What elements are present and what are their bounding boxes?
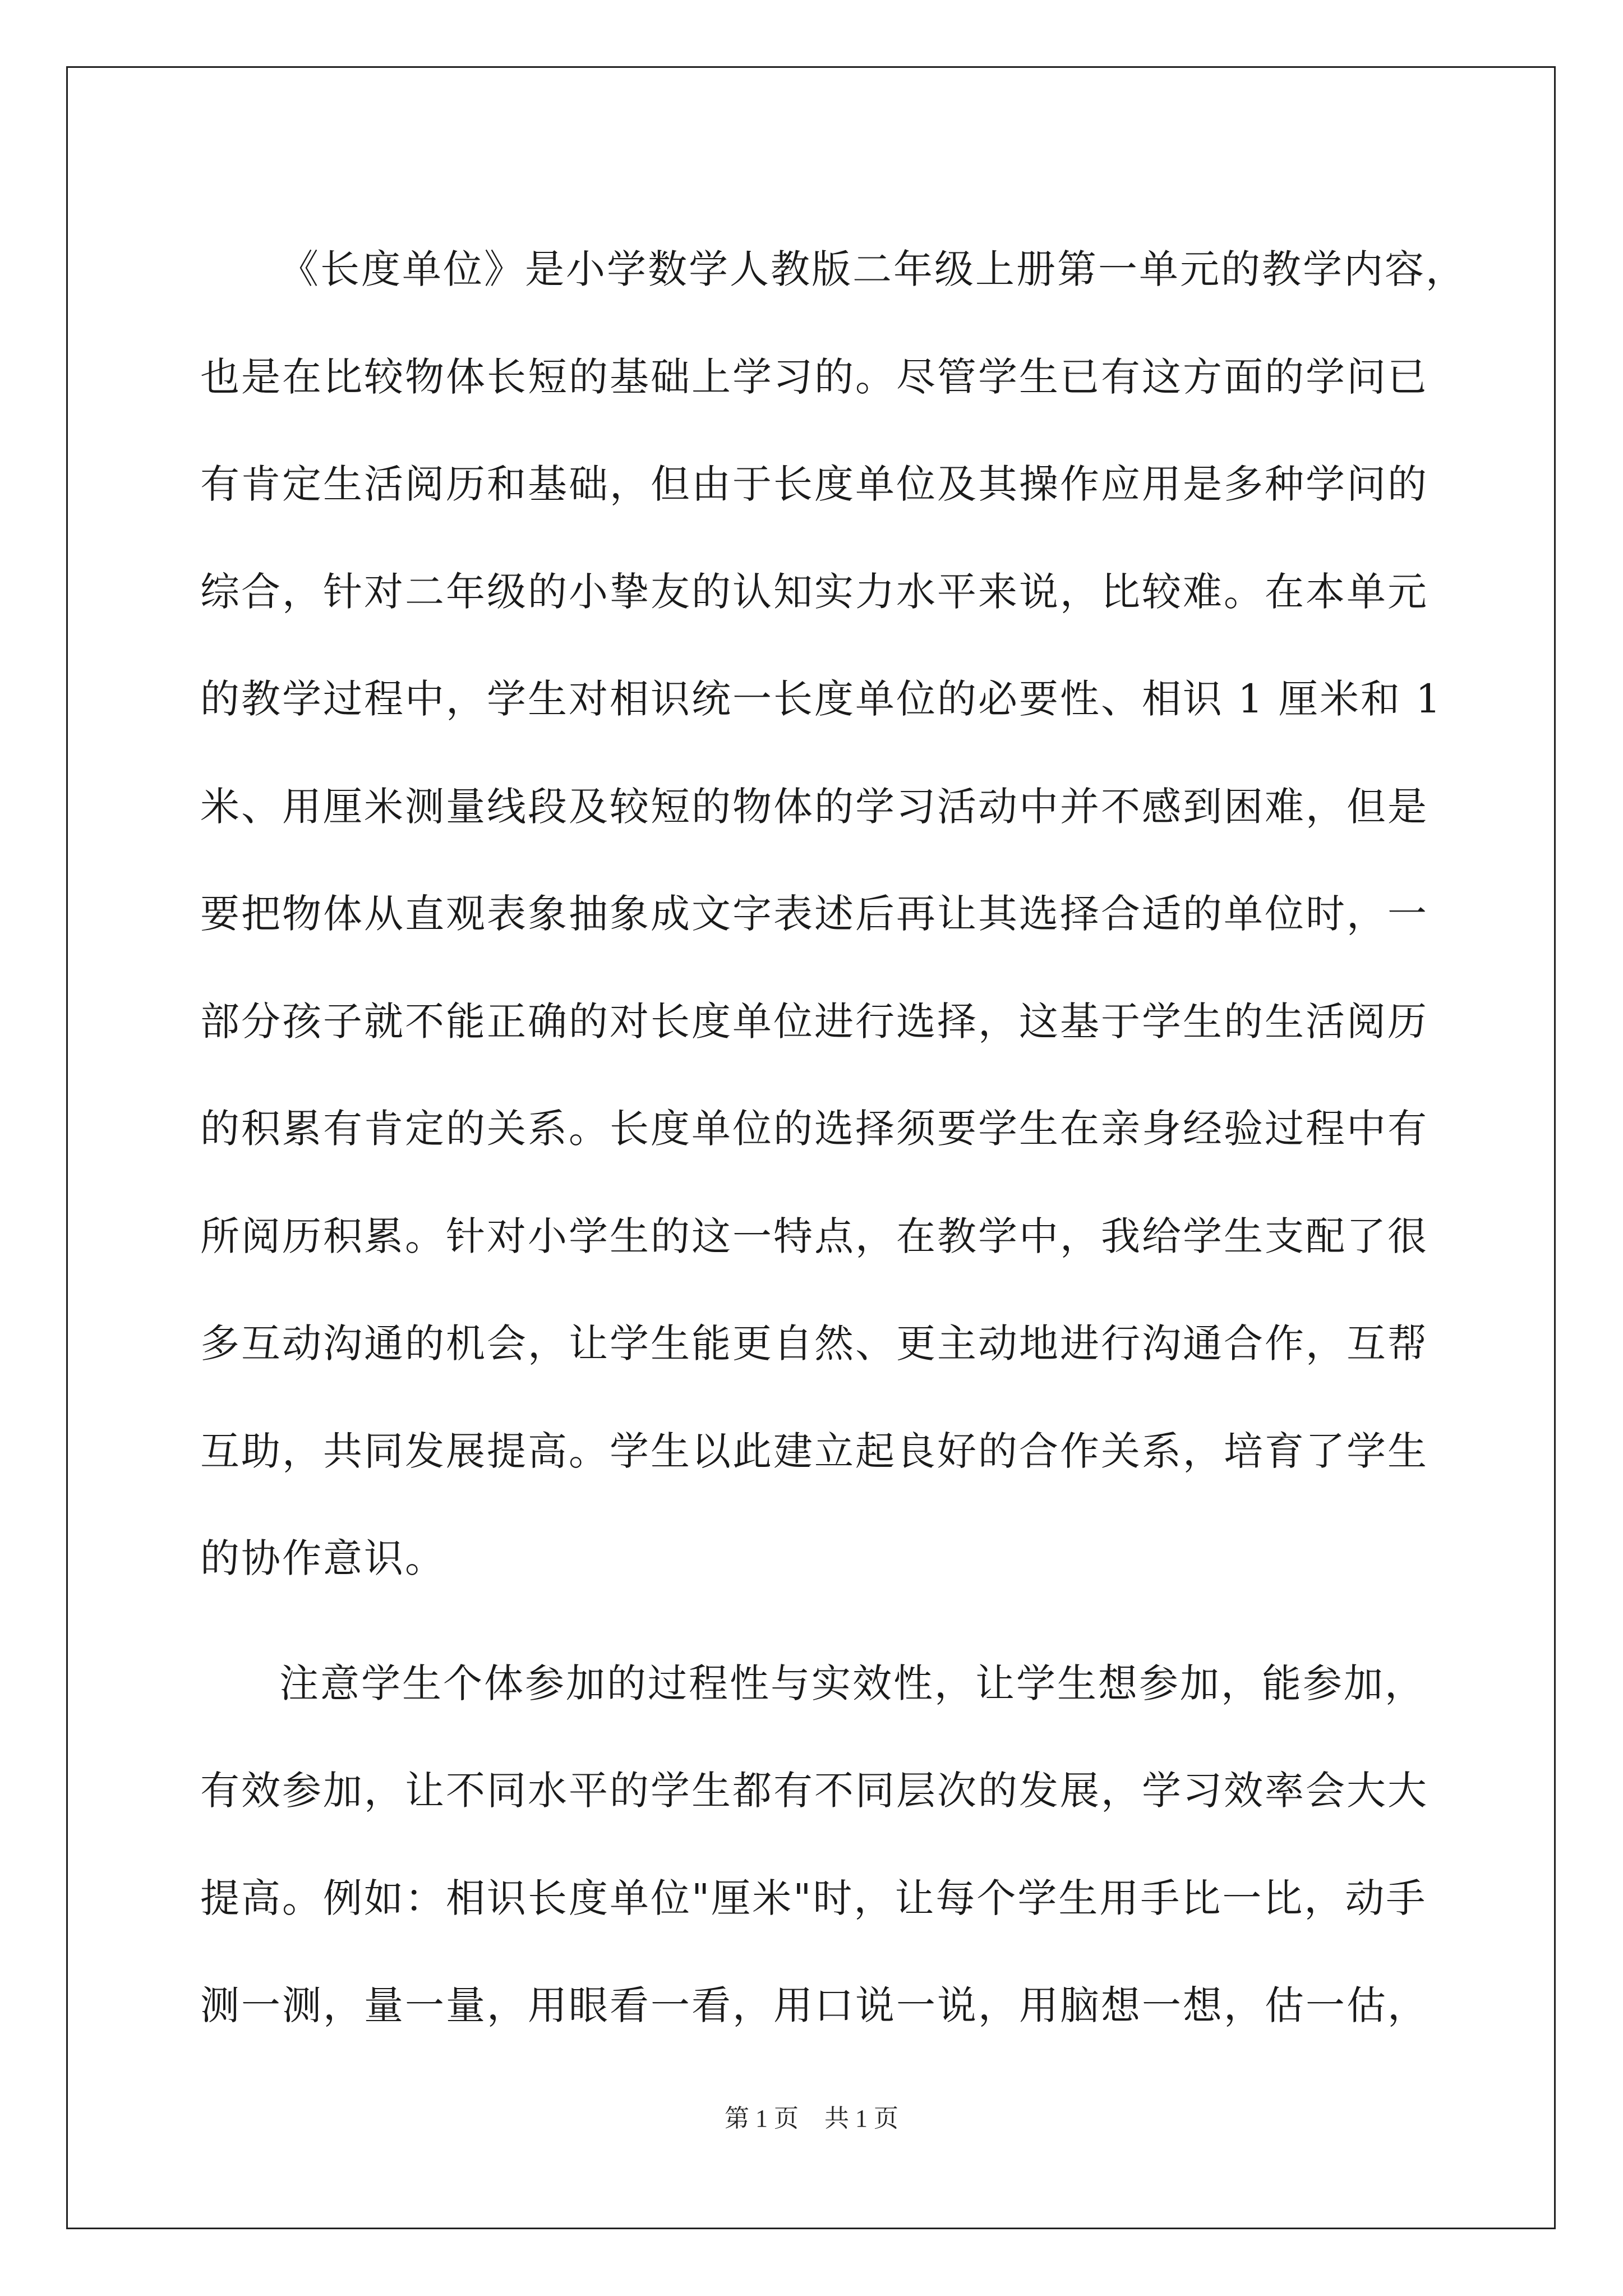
text-line: 有效参加，让不同水平的学生都有不同层次的发展，学习效率会大大 <box>200 1768 1428 1814</box>
text-line: 的协作意识。 <box>200 1535 446 1581</box>
text-line: 部分孩子就不能正确的对长度单位进行选择，这基于学生的生活阅历 <box>200 998 1428 1045</box>
text-line: 的教学过程中，学生对相识统一长度单位的必要性、相识 1 厘米和 1 <box>200 676 1442 722</box>
paragraph-2 <box>200 1630 1431 2060</box>
paragraph-1 <box>200 216 1467 1613</box>
text-line: 多互动沟通的机会，让学生能更自然、更主动地进行沟通合作，互帮 <box>200 1320 1428 1366</box>
text-line: 米、用厘米测量线段及较短的物体的学习活动中并不感到困难，但是 <box>200 783 1428 830</box>
document-body <box>200 216 1467 2060</box>
text-line: 提高。例如：相识长度单位"厘米"时，让每个学生用手比一比，动手 <box>200 1875 1427 1921</box>
text-line: 要把物体从直观表象抽象成文字表述后再让其选择合适的单位时，一 <box>200 891 1428 937</box>
page-total: 共 1 页 <box>824 2105 898 2132</box>
text-line: 所阅历积累。针对小学生的这一特点，在教学中，我给学生支配了很 <box>200 1213 1428 1259</box>
text-line: 互助，共同发展提高。学生以此建立起良好的合作关系，培育了学生 <box>200 1428 1428 1474</box>
text-line: 也是在比较物体长短的基础上学习的。尽管学生已有这方面的学问已 <box>200 353 1428 400</box>
page-number: 第 1 页 <box>725 2105 799 2132</box>
text-line: 《长度单位》是小学数学人教版二年级上册第一单元的教学内容， <box>279 246 1467 292</box>
page-footer <box>0 2098 1623 2134</box>
text-line: 综合，针对二年级的小挚友的认知实力水平来说，比较难。在本单元 <box>200 568 1428 615</box>
text-line: 测一测，量一量，用眼看一看，用口说一说，用脑想一想，估一估， <box>200 1982 1428 2028</box>
text-line: 的积累有肯定的关系。长度单位的选择须要学生在亲身经验过程中有 <box>200 1106 1428 1152</box>
text-line: 注意学生个体参加的过程性与实效性，让学生想参加，能参加， <box>279 1660 1426 1706</box>
text-line: 有肯定生活阅历和基础，但由于长度单位及其操作应用是多种学问的 <box>200 461 1428 507</box>
